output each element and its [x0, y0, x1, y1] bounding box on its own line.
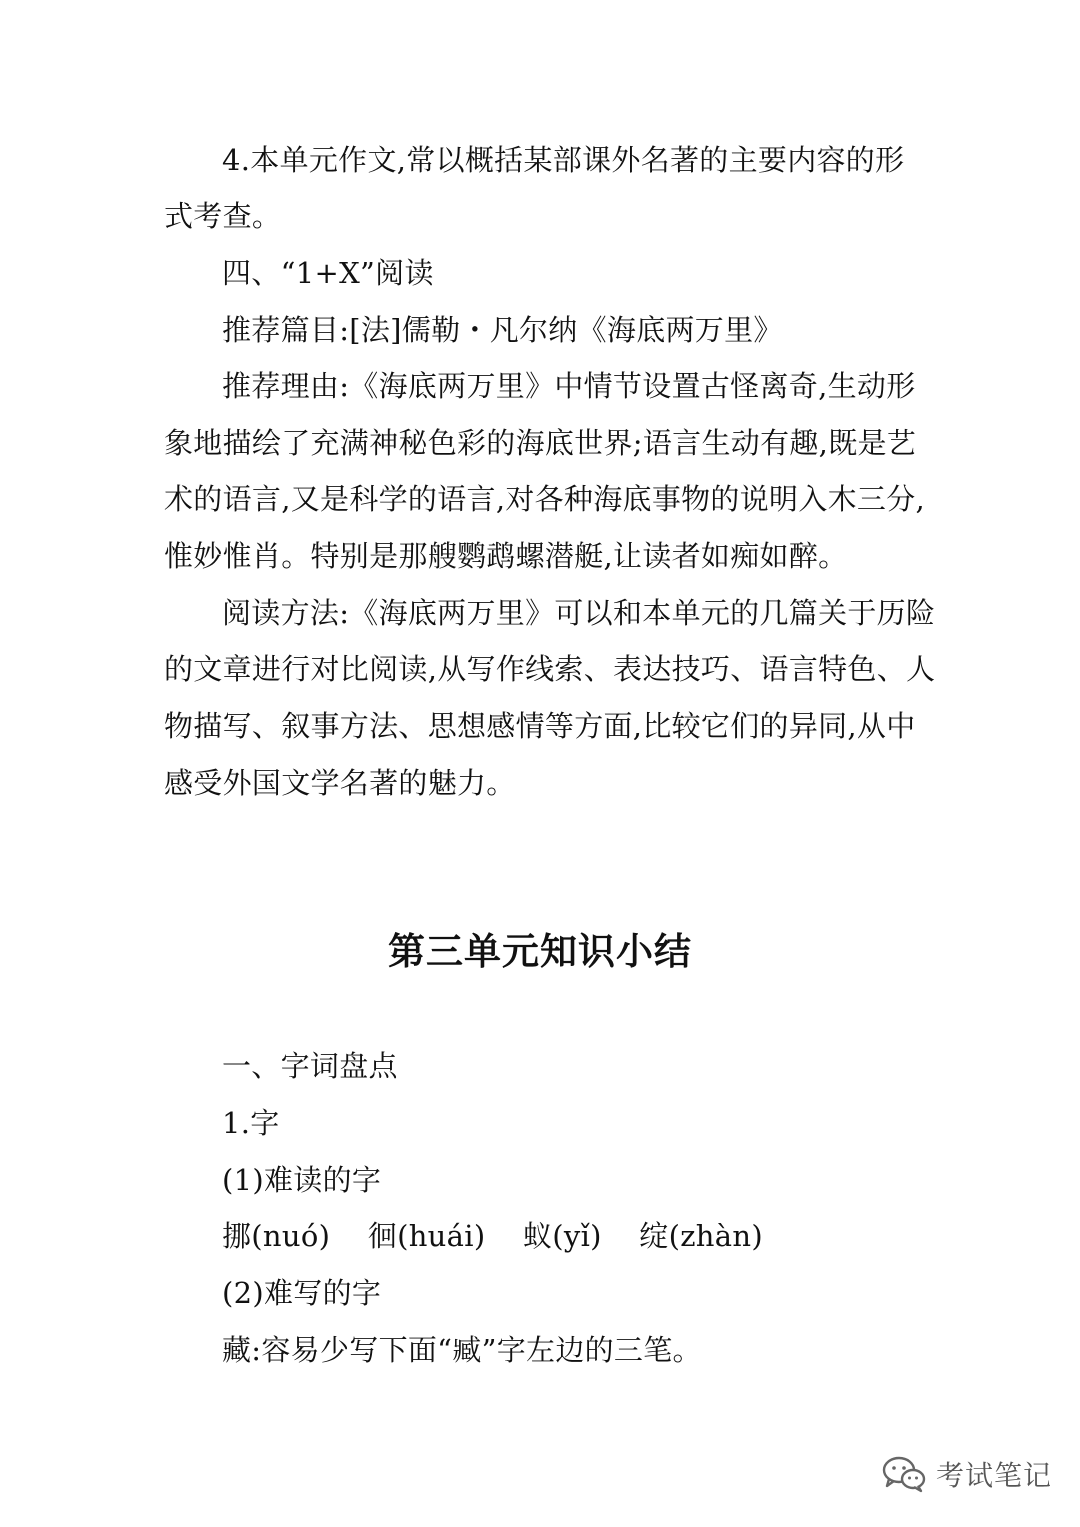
paragraph-line: 推荐理由:《海底两万里》中情节设置古怪离奇,生动形 [222, 369, 916, 403]
paragraph-line: 惟妙惟肖。特别是那艘鹦鹉螺潜艇,让读者如痴如醉。 [164, 539, 848, 573]
subsection-heading: 一、字词盘点 [222, 1049, 398, 1083]
wechat-icon [880, 1454, 928, 1494]
paragraph-line: 式考查。 [164, 199, 282, 233]
subsection-heading: (1)难读的字 [222, 1163, 382, 1197]
pinyin-item: 挪(nuó) [222, 1219, 331, 1253]
paragraph-line: 的文章进行对比阅读,从写作线索、表达技巧、语言特色、人 [164, 652, 936, 686]
paragraph-line: 物描写、叙事方法、思想感情等方面,比较它们的异同,从中 [164, 709, 916, 743]
pinyin-item: 徊(huái) [367, 1219, 486, 1253]
subsection-heading: 1.字 [222, 1106, 280, 1140]
pinyin-item: 蚁(yǐ) [522, 1219, 602, 1253]
paragraph-line: 藏:容易少写下面“臧”字左边的三笔。 [222, 1333, 702, 1367]
watermark [880, 1452, 1052, 1496]
paragraph-line: 4.本单元作文,常以概括某部课外名著的主要内容的形 [222, 143, 905, 177]
paragraph-line: 阅读方法:《海底两万里》可以和本单元的几篇关于历险 [222, 596, 936, 630]
section-heading: 四、“1+X”阅读 [222, 256, 434, 290]
paragraph-line: 感受外国文学名著的魅力。 [164, 766, 516, 800]
paragraph-line: 术的语言,又是科学的语言,对各种海底事物的说明入木三分, [164, 482, 926, 516]
watermark-text: 考试笔记 [936, 1459, 1053, 1492]
section-title: 第三单元知识小结 [388, 930, 692, 973]
pinyin-list [222, 1216, 791, 1256]
paragraph-line: 象地描绘了充满神秘色彩的海底世界;语言生动有趣,既是艺 [164, 426, 917, 460]
subsection-heading: (2)难写的字 [222, 1276, 382, 1310]
paragraph-line: 推荐篇目:[法]儒勒・凡尔纳《海底两万里》 [222, 313, 783, 347]
pinyin-item: 绽(zhàn) [639, 1219, 763, 1253]
